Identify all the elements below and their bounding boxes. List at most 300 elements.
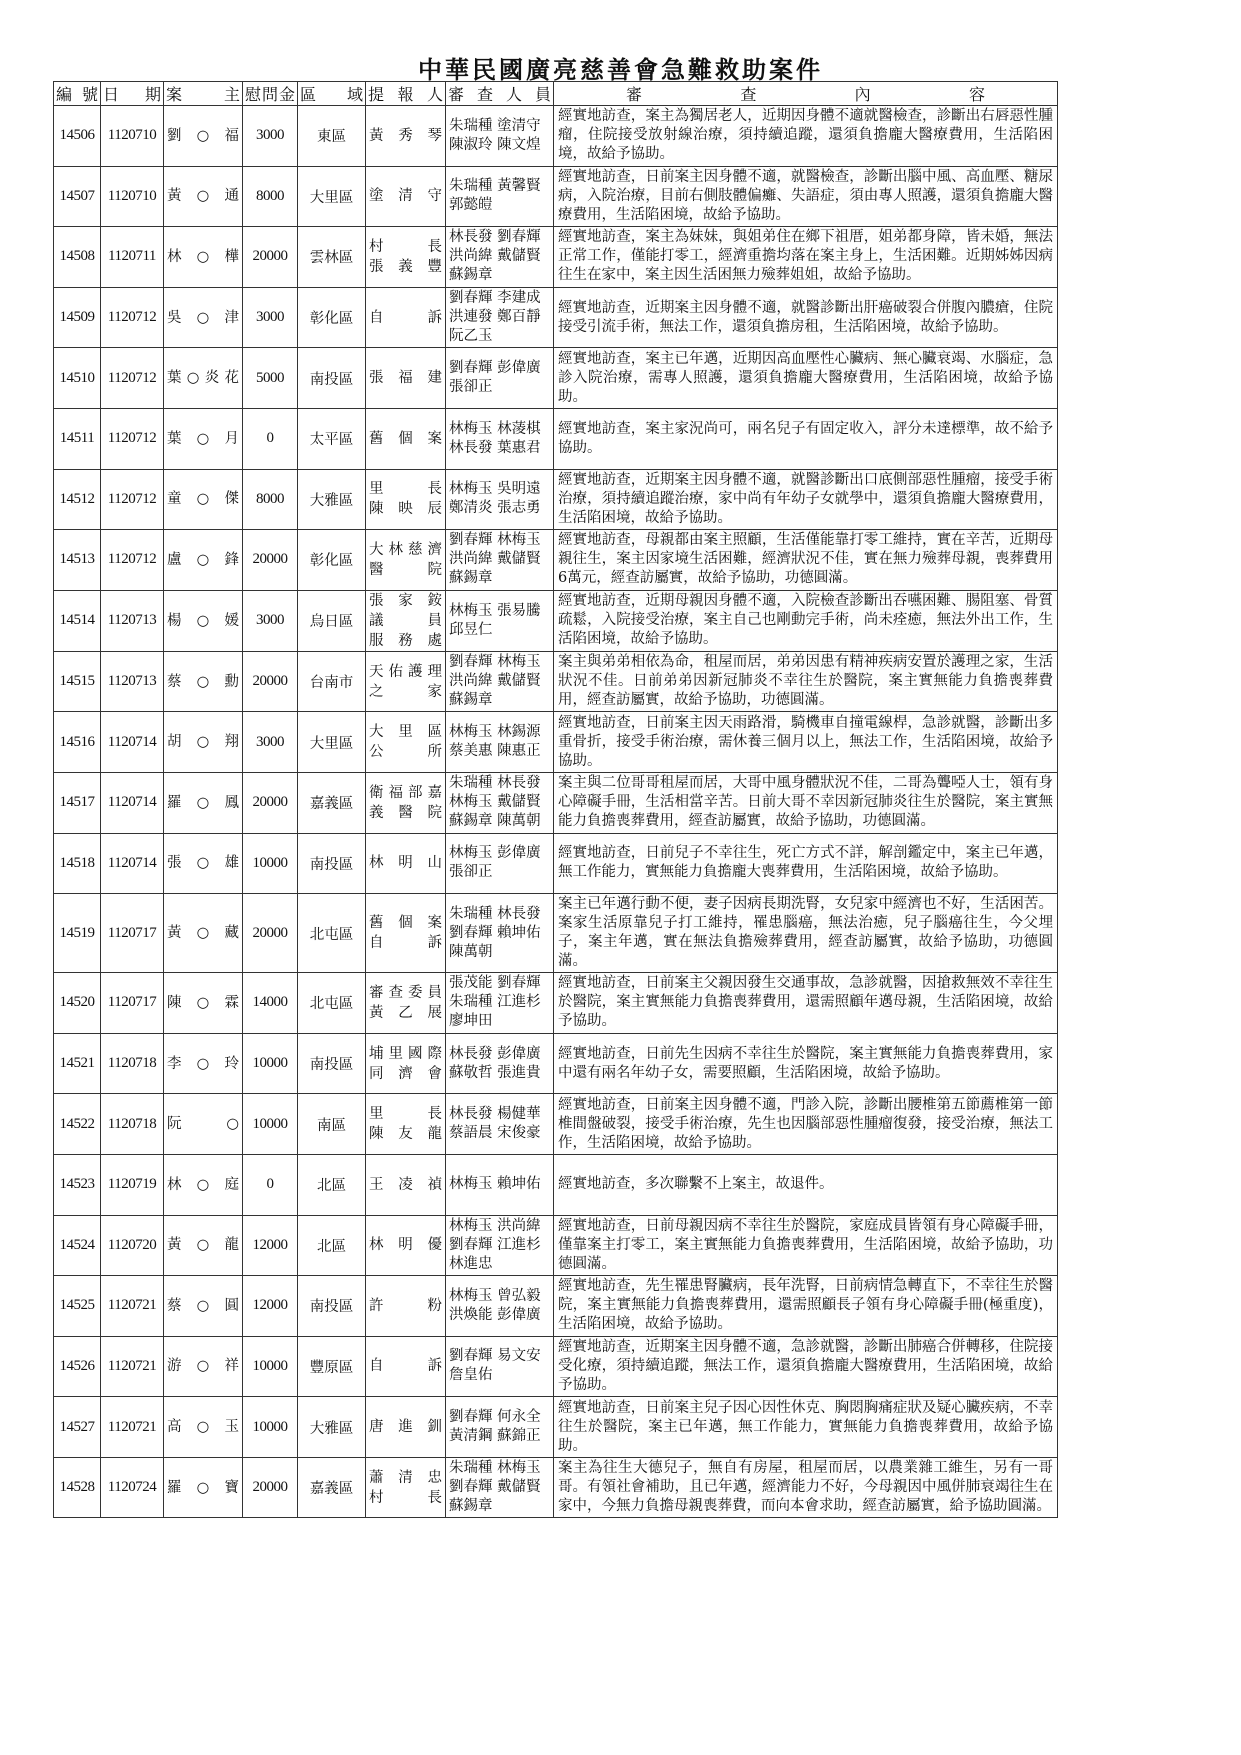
table-row xyxy=(54,1336,1058,1397)
area: 東區 xyxy=(298,106,366,167)
area: 南投區 xyxy=(298,1276,366,1337)
reporter-line: 審查委員 xyxy=(369,984,442,1001)
reviewer-line: 林長發 楊健華 xyxy=(449,1106,541,1123)
case-date: 1120712 xyxy=(101,408,164,469)
reviewer-line: 洪煥能 彭偉廣 xyxy=(449,1306,541,1323)
reporter-line: 埔里國際 xyxy=(369,1045,442,1062)
review-content: 經實地訪查，日前案主因天雨路滑，騎機車自撞電線桿，急診就醫，診斷出多重骨折，接受手術治療，需休養三個月以上，無法工作，生活陷困境，故給予協助。 xyxy=(554,712,1058,773)
reviewer-line: 郭懿皚 xyxy=(449,197,493,214)
reviewer-line: 劉春輝 林梅玉 xyxy=(449,654,541,671)
client-name-text: 林○樺 xyxy=(167,248,239,265)
reviewer-line: 蘇敬哲 張進貴 xyxy=(449,1064,541,1081)
reporter xyxy=(366,590,446,651)
case-id: 14527 xyxy=(54,1397,101,1458)
case-id: 14509 xyxy=(54,287,101,348)
area: 南投區 xyxy=(298,833,366,894)
header-label: 慰問金 xyxy=(245,85,295,104)
client-name-text: 羅○鳳 xyxy=(167,794,239,811)
client-name-text: 蔡○勳 xyxy=(167,673,239,690)
reporter-line: 蕭清忠 xyxy=(369,1469,442,1486)
table-row xyxy=(54,894,1058,973)
reviewers xyxy=(446,1154,554,1215)
reviewer-line: 林梅玉 戴儲賢 xyxy=(449,794,541,811)
reviewer-line: 朱瑞種 林長發 xyxy=(449,905,541,922)
client-name-text: 林○庭 xyxy=(167,1176,239,1193)
reporter-line: 林明優 xyxy=(369,1237,442,1254)
review-content: 經實地訪查，日前兒子不幸往生，死亡方式不詳，解剖鑑定中，案主已年邁，無工作能力，實無能力負擔龐大喪葬費用，生活陷困境，故給予協助。 xyxy=(554,833,1058,894)
case-date: 1120712 xyxy=(101,348,164,409)
relief-amount: 10000 xyxy=(243,1336,298,1397)
reporter-line: 自訴 xyxy=(369,1358,442,1375)
reviewer-line: 朱瑞種 江進杉 xyxy=(449,994,541,1011)
relief-amount: 8000 xyxy=(243,469,298,530)
client-name xyxy=(164,1276,243,1337)
reporter xyxy=(366,166,446,227)
client-name xyxy=(164,287,243,348)
reviewer-line: 朱瑞種 黃馨賢 xyxy=(449,178,541,195)
case-id: 14511 xyxy=(54,408,101,469)
case-date: 1120720 xyxy=(101,1215,164,1276)
table-row xyxy=(54,973,1058,1034)
client-name-text: 黃○藏 xyxy=(167,925,239,942)
relief-amount: 3000 xyxy=(243,106,298,167)
reporter xyxy=(366,894,446,973)
reporter-line: 許粉 xyxy=(369,1297,442,1314)
table-row xyxy=(54,469,1058,530)
reviewers xyxy=(446,1397,554,1458)
area: 豐原區 xyxy=(298,1336,366,1397)
table-row xyxy=(54,1154,1058,1215)
client-name xyxy=(164,1154,243,1215)
reviewers xyxy=(446,1336,554,1397)
header-id xyxy=(54,82,101,106)
reporter xyxy=(366,1276,446,1337)
reporter-line: 自訴 xyxy=(369,309,442,326)
reviewer-line: 洪尚緯 戴儲賢 xyxy=(449,551,541,568)
reviewer-line: 劉春輝 何永全 xyxy=(449,1409,541,1426)
case-date: 1120718 xyxy=(101,1094,164,1155)
case-id: 14523 xyxy=(54,1154,101,1215)
table-row xyxy=(54,712,1058,773)
case-id: 14508 xyxy=(54,227,101,288)
area: 北屯區 xyxy=(298,973,366,1034)
reporter-line: 黃秀琴 xyxy=(369,127,442,144)
reporter xyxy=(366,408,446,469)
case-date: 1120721 xyxy=(101,1276,164,1337)
relief-amount: 3000 xyxy=(243,712,298,773)
reviewer-line: 陳淑玲 陳文煌 xyxy=(449,136,541,153)
area: 南投區 xyxy=(298,348,366,409)
table-row xyxy=(54,106,1058,167)
reviewers xyxy=(446,651,554,712)
reviewers xyxy=(446,1033,554,1094)
case-date: 1120714 xyxy=(101,833,164,894)
table-row xyxy=(54,287,1058,348)
relief-amount: 20000 xyxy=(243,651,298,712)
case-date: 1120721 xyxy=(101,1336,164,1397)
header-content xyxy=(554,82,1058,106)
reporter xyxy=(366,1094,446,1155)
area: 北屯區 xyxy=(298,894,366,973)
client-name xyxy=(164,530,243,591)
reviewer-line: 阮乙玉 xyxy=(449,328,493,345)
reviewer-line: 蘇錫章 xyxy=(449,267,493,284)
reporter-line: 醫院 xyxy=(369,561,442,578)
relief-amount: 8000 xyxy=(243,166,298,227)
reporter xyxy=(366,469,446,530)
header-label: 審查人員 xyxy=(448,85,551,104)
header-row xyxy=(54,82,1058,106)
reviewer-line: 林梅玉 賴坤佑 xyxy=(449,1176,541,1193)
reviewer-line: 林進忠 xyxy=(449,1255,493,1272)
client-name xyxy=(164,227,243,288)
relief-amount: 0 xyxy=(243,408,298,469)
client-name-text: 黃○通 xyxy=(167,188,239,205)
table-row xyxy=(54,1215,1058,1276)
client-name-text: 蔡○圓 xyxy=(167,1297,239,1314)
relief-amount: 14000 xyxy=(243,973,298,1034)
header-label: 編號 xyxy=(56,85,98,104)
header-reporter xyxy=(366,82,446,106)
header-client xyxy=(164,82,243,106)
reviewer-line: 林梅玉 林錫源 xyxy=(449,724,541,741)
reviewers xyxy=(446,772,554,833)
reporter-line: 林明山 xyxy=(369,855,442,872)
reporter-line: 衛福部嘉 xyxy=(369,784,442,801)
reviewer-line: 陳萬朝 xyxy=(449,943,493,960)
case-date: 1120712 xyxy=(101,287,164,348)
review-content: 經實地訪查，母親都由案主照顧，生活僅能靠打零工維持，實在辛苦，近期母親往生，案主因家境生活困難，經濟狀況不佳，實在無力殮葬母親，喪葬費用6萬元，經查訪屬實，故給予協助，功德圓滿。 xyxy=(554,530,1058,591)
reporter-line: 陳映辰 xyxy=(369,501,442,518)
client-name-text: 楊○媛 xyxy=(167,612,239,629)
reporter xyxy=(366,1033,446,1094)
table-row xyxy=(54,1094,1058,1155)
reviewer-line: 蘇錫章 xyxy=(449,1498,493,1515)
area: 彰化區 xyxy=(298,530,366,591)
reviewer-line: 詹皇佑 xyxy=(449,1367,493,1384)
review-content: 經實地訪查，日前案主父親因發生交通事故，急診就醫，因搶救無效不幸往生於醫院，案主實無能力負擔喪葬費用，還需照顧年邁母親，生活陷困境，故給予協助。 xyxy=(554,973,1058,1034)
review-content: 案主已年邁行動不便，妻子因病長期洗腎，女兒家中經濟也不好，生活困苦。案家生活原靠兒子打工維持，罹患腦癌，無法治癒，兒子腦癌往生，今父埋子，案主年邁，實在無法負擔殮葬費用，經查訪屬實，故給予協助，功德圓滿。 xyxy=(554,894,1058,973)
reporter-line: 天佑護理 xyxy=(369,663,442,680)
case-date: 1120717 xyxy=(101,894,164,973)
table-row xyxy=(54,1276,1058,1337)
reporter xyxy=(366,530,446,591)
case-id: 14512 xyxy=(54,469,101,530)
review-content: 經實地訪查，先生罹患腎臟病，長年洗腎，日前病情急轉直下，不幸往生於醫院，案主實無能力負擔喪葬費用，還需照顧長子領有身心障礙手冊(極重度)，生活陷困境，故給予協助。 xyxy=(554,1276,1058,1337)
case-id: 14515 xyxy=(54,651,101,712)
header-date xyxy=(101,82,164,106)
case-id: 14528 xyxy=(54,1457,101,1518)
reviewer-line: 洪尚緯 戴儲賢 xyxy=(449,673,541,690)
case-id: 14522 xyxy=(54,1094,101,1155)
reporter-line: 塗清守 xyxy=(369,188,442,205)
reporter-line: 大里區 xyxy=(369,724,442,741)
client-name-text: 葉○炎花 xyxy=(167,370,239,387)
area: 南區 xyxy=(298,1094,366,1155)
table-row xyxy=(54,590,1058,651)
reviewers xyxy=(446,530,554,591)
reporter-line: 義醫院 xyxy=(369,804,442,821)
client-name xyxy=(164,1336,243,1397)
header-amount xyxy=(243,82,298,106)
reporter-line: 黃乙展 xyxy=(369,1004,442,1021)
reviewers xyxy=(446,712,554,773)
area: 北區 xyxy=(298,1215,366,1276)
client-name-text: 陳○霖 xyxy=(167,994,239,1011)
case-id: 14506 xyxy=(54,106,101,167)
reviewer-line: 林梅玉 曾弘毅 xyxy=(449,1287,541,1304)
case-date: 1120711 xyxy=(101,227,164,288)
review-content: 經實地訪查，案主為妹妹，與姐弟住在鄉下祖厝，姐弟都身障，皆未婚，無法正常工作，僅能打零工，經濟重擔均落在案主身上，生活困難。近期姊姊因病往生在家中，案主因生活困無力殮葬姐姐，故給予協助。 xyxy=(554,227,1058,288)
relief-amount: 10000 xyxy=(243,1397,298,1458)
case-id: 14521 xyxy=(54,1033,101,1094)
case-date: 1120710 xyxy=(101,166,164,227)
reviewer-line: 林長發 彭偉廣 xyxy=(449,1045,541,1062)
relief-amount: 0 xyxy=(243,1154,298,1215)
review-content: 經實地訪查，案主已年邁，近期因高血壓性心臟病、無心臟衰竭、水腦症，急診入院治療，需專人照護，還須負擔龐大醫療費用，生活陷困境，故給予協助。 xyxy=(554,348,1058,409)
reporter-line: 之家 xyxy=(369,683,442,700)
table-row xyxy=(54,530,1058,591)
reporter xyxy=(366,651,446,712)
client-name xyxy=(164,712,243,773)
reviewer-line: 鄭清炎 張志勇 xyxy=(449,500,541,517)
area: 大雅區 xyxy=(298,1397,366,1458)
reporter xyxy=(366,973,446,1034)
review-content: 經實地訪查，日前先生因病不幸往生於醫院，案主實無能力負擔喪葬費用，家中還有兩名年幼子女，需要照顧，生活陷困境，故給予協助。 xyxy=(554,1033,1058,1094)
area: 大里區 xyxy=(298,166,366,227)
table-row xyxy=(54,1457,1058,1518)
reviewer-line: 廖坤田 xyxy=(449,1013,493,1030)
header-reviewers xyxy=(446,82,554,106)
review-content: 經實地訪查，日前案主兒子因心因性休克、胸悶胸痛症狀及疑心臟疾病，不幸往生於醫院，案主已年邁，無工作能力，實無能力負擔喪葬費用，故給予協助。 xyxy=(554,1397,1058,1458)
reviewers xyxy=(446,1457,554,1518)
reporter-line: 張義豐 xyxy=(369,258,442,275)
reporter-line: 自訴 xyxy=(369,935,442,952)
reporter xyxy=(366,772,446,833)
reporter-line: 唐進釧 xyxy=(369,1419,442,1436)
reviewer-line: 劉春輝 李建成 xyxy=(449,290,541,307)
table-row xyxy=(54,772,1058,833)
table-row xyxy=(54,833,1058,894)
relief-amount: 20000 xyxy=(243,894,298,973)
reporter xyxy=(366,712,446,773)
reporter xyxy=(366,1397,446,1458)
reporter xyxy=(366,1215,446,1276)
client-name xyxy=(164,651,243,712)
reviewers xyxy=(446,973,554,1034)
document-title: 中華民國廣亮慈善會急難救助案件 xyxy=(418,55,823,84)
relief-amount: 10000 xyxy=(243,1033,298,1094)
review-content: 案主與二位哥哥租屋而居，大哥中風身體狀況不佳，二哥為聾啞人士，領有身心障礙手冊，生活相當辛苦。日前大哥不幸因新冠肺炎往生於醫院，案主實無能力負擔喪葬費用，經查訪屬實，故給予協助，功德圓滿。 xyxy=(554,772,1058,833)
review-content: 經實地訪查，近期母親因身體不適，入院檢查診斷出吞嚥困難、腸阻塞、骨質疏鬆，入院接受治療，案主自己也剛動完手術，尚未痊癒，無法外出工作，生活陷困境，故給予協助。 xyxy=(554,590,1058,651)
review-content: 經實地訪查，案主為獨居老人，近期因身體不適就醫檢查，診斷出右唇惡性腫瘤，住院接受放射線治療，須持續追蹤，還須負擔龐大醫療費用，生活陷困境，故給予協助。 xyxy=(554,106,1058,167)
case-id: 14518 xyxy=(54,833,101,894)
reviewer-line: 蔡美惠 陳惠正 xyxy=(449,743,541,760)
reporter-line: 議員 xyxy=(369,612,442,629)
reporter-line: 服務處 xyxy=(369,632,442,649)
reviewer-line: 黃清鋼 蘇錦正 xyxy=(449,1428,541,1445)
reviewers xyxy=(446,894,554,973)
header-label: 區域 xyxy=(300,85,363,104)
reporter xyxy=(366,287,446,348)
reporter-line: 同濟會 xyxy=(369,1065,442,1082)
reporter-line: 公所 xyxy=(369,744,442,761)
reviewer-line: 林梅玉 洪尚緯 xyxy=(449,1217,541,1234)
client-name xyxy=(164,408,243,469)
header-label: 審查內容 xyxy=(626,85,985,104)
case-date: 1120712 xyxy=(101,530,164,591)
case-date: 1120710 xyxy=(101,106,164,167)
client-name-text: 黃○龍 xyxy=(167,1237,239,1254)
case-id: 14516 xyxy=(54,712,101,773)
case-id: 14520 xyxy=(54,973,101,1034)
table-row xyxy=(54,1033,1058,1094)
reviewer-line: 林梅玉 吳明遠 xyxy=(449,481,541,498)
reviewers xyxy=(446,287,554,348)
client-name xyxy=(164,166,243,227)
review-content: 經實地訪查，日前案主因身體不適，就醫檢查，診斷出腦中風、高血壓、糖尿病，入院治療，目前右側肢體偏癱、失語症，須由專人照護，還須負擔龐大醫療費用，生活陷困境，故給予協助。 xyxy=(554,166,1058,227)
reviewers xyxy=(446,166,554,227)
area: 嘉義區 xyxy=(298,772,366,833)
reviewer-line: 蘇錫章 xyxy=(449,692,493,709)
reviewer-line: 蘇錫章 xyxy=(449,570,493,587)
reviewer-line: 林梅玉 林蓤棋 xyxy=(449,420,541,437)
area: 烏日區 xyxy=(298,590,366,651)
relief-amount: 20000 xyxy=(243,1457,298,1518)
review-content: 經實地訪查，近期案主因身體不適，就醫診斷出口底側部惡性腫瘤，接受手術治療，須持續追蹤治療，家中尚有年幼子女就學中，還須負擔龐大醫療費用，生活陷困境，故給予協助。 xyxy=(554,469,1058,530)
case-id: 14525 xyxy=(54,1276,101,1337)
review-content: 經實地訪查，日前母親因病不幸往生於醫院，家庭成員皆領有身心障礙手冊，僅靠案主打零工，案主實無能力負擔喪葬費用，生活陷困境，故給予協助，功德圓滿。 xyxy=(554,1215,1058,1276)
client-name xyxy=(164,348,243,409)
reporter-line: 陳友龍 xyxy=(369,1126,442,1143)
area: 大里區 xyxy=(298,712,366,773)
relief-amount: 5000 xyxy=(243,348,298,409)
relief-amount: 10000 xyxy=(243,1094,298,1155)
reporter-line: 里長 xyxy=(369,1106,442,1123)
client-name xyxy=(164,1094,243,1155)
reviewers xyxy=(446,833,554,894)
case-date: 1120714 xyxy=(101,772,164,833)
reviewer-line: 朱瑞種 塗清守 xyxy=(449,117,541,134)
case-id: 14519 xyxy=(54,894,101,973)
review-content: 案主與弟弟相依為命，租屋而居，弟弟因患有精神疾病安置於護理之家，生活狀況不佳。日前弟弟因新冠肺炎不幸往生於醫院，案主實無能力負擔喪葬費用，經查訪屬實，故給予協助，功德圓滿。 xyxy=(554,651,1058,712)
reporter xyxy=(366,106,446,167)
client-name-text: 高○玉 xyxy=(167,1419,239,1436)
reviewer-line: 劉春輝 賴坤佑 xyxy=(449,924,541,941)
table-row xyxy=(54,1397,1058,1458)
case-id: 14507 xyxy=(54,166,101,227)
client-name-text: 張○雄 xyxy=(167,855,239,872)
client-name xyxy=(164,1215,243,1276)
table-row xyxy=(54,408,1058,469)
client-name-text: 胡○翔 xyxy=(167,734,239,751)
table-body xyxy=(54,106,1058,1518)
reviewer-line: 張茂能 劉春輝 xyxy=(449,975,541,992)
reporter xyxy=(366,833,446,894)
reviewers xyxy=(446,1094,554,1155)
client-name-text: 游○祥 xyxy=(167,1358,239,1375)
reviewer-line: 林長發 葉惠君 xyxy=(449,439,541,456)
reviewer-line: 劉春輝 戴儲賢 xyxy=(449,1479,541,1496)
reviewer-line: 洪連發 鄭百靜 xyxy=(449,309,541,326)
case-date: 1120718 xyxy=(101,1033,164,1094)
reviewer-line: 張卻正 xyxy=(449,864,493,881)
client-name xyxy=(164,772,243,833)
client-name-text: 吳○津 xyxy=(167,309,239,326)
header-label: 提報人 xyxy=(368,85,443,104)
client-name-text: 羅○寶 xyxy=(167,1479,239,1496)
header-area xyxy=(298,82,366,106)
case-id: 14513 xyxy=(54,530,101,591)
client-name xyxy=(164,833,243,894)
reviewer-line: 蔡語晨 宋俊豪 xyxy=(449,1125,541,1142)
case-date: 1120714 xyxy=(101,712,164,773)
area: 大雅區 xyxy=(298,469,366,530)
area: 嘉義區 xyxy=(298,1457,366,1518)
case-date: 1120724 xyxy=(101,1457,164,1518)
area: 南投區 xyxy=(298,1033,366,1094)
reviewers xyxy=(446,590,554,651)
client-name xyxy=(164,973,243,1034)
relief-amount: 12000 xyxy=(243,1215,298,1276)
reviewer-line: 朱瑞種 林梅玉 xyxy=(449,1460,541,1477)
reviewer-line: 張卻正 xyxy=(449,379,493,396)
client-name-text: 阮○ xyxy=(167,1116,239,1133)
reporter-line: 村長 xyxy=(369,238,442,255)
header-label: 案主 xyxy=(166,85,240,104)
client-name-text: 盧○鋒 xyxy=(167,551,239,568)
client-name xyxy=(164,590,243,651)
reporter-line: 舊個案 xyxy=(369,430,442,447)
reviewer-line: 劉春輝 易文安 xyxy=(449,1348,541,1365)
case-date: 1120713 xyxy=(101,590,164,651)
case-date: 1120719 xyxy=(101,1154,164,1215)
reporter xyxy=(366,227,446,288)
client-name xyxy=(164,1457,243,1518)
area: 北區 xyxy=(298,1154,366,1215)
reviewers xyxy=(446,227,554,288)
area: 雲林區 xyxy=(298,227,366,288)
reporter-line: 舊個案 xyxy=(369,915,442,932)
client-name xyxy=(164,894,243,973)
case-id: 14524 xyxy=(54,1215,101,1276)
reporter xyxy=(366,348,446,409)
reviewers xyxy=(446,469,554,530)
client-name xyxy=(164,1033,243,1094)
relief-amount: 3000 xyxy=(243,590,298,651)
table-row xyxy=(54,348,1058,409)
reviewers xyxy=(446,408,554,469)
reporter xyxy=(366,1336,446,1397)
reviewers xyxy=(446,348,554,409)
reporter xyxy=(366,1154,446,1215)
review-content: 經實地訪查，案主家況尚可，兩名兒子有固定收入，評分未達標準，故不給予協助。 xyxy=(554,408,1058,469)
relief-amount: 20000 xyxy=(243,772,298,833)
reporter-line: 村長 xyxy=(369,1489,442,1506)
reporter-line: 王凌禎 xyxy=(369,1176,442,1193)
client-name xyxy=(164,106,243,167)
table-row xyxy=(54,227,1058,288)
case-date: 1120713 xyxy=(101,651,164,712)
reporter-line: 里長 xyxy=(369,481,442,498)
reviewer-line: 蘇錫章 陳萬朝 xyxy=(449,813,541,830)
header-label: 日期 xyxy=(103,85,161,104)
relief-amount: 20000 xyxy=(243,530,298,591)
area: 彰化區 xyxy=(298,287,366,348)
case-date: 1120717 xyxy=(101,973,164,1034)
client-name xyxy=(164,469,243,530)
reporter-line: 張福建 xyxy=(369,370,442,387)
